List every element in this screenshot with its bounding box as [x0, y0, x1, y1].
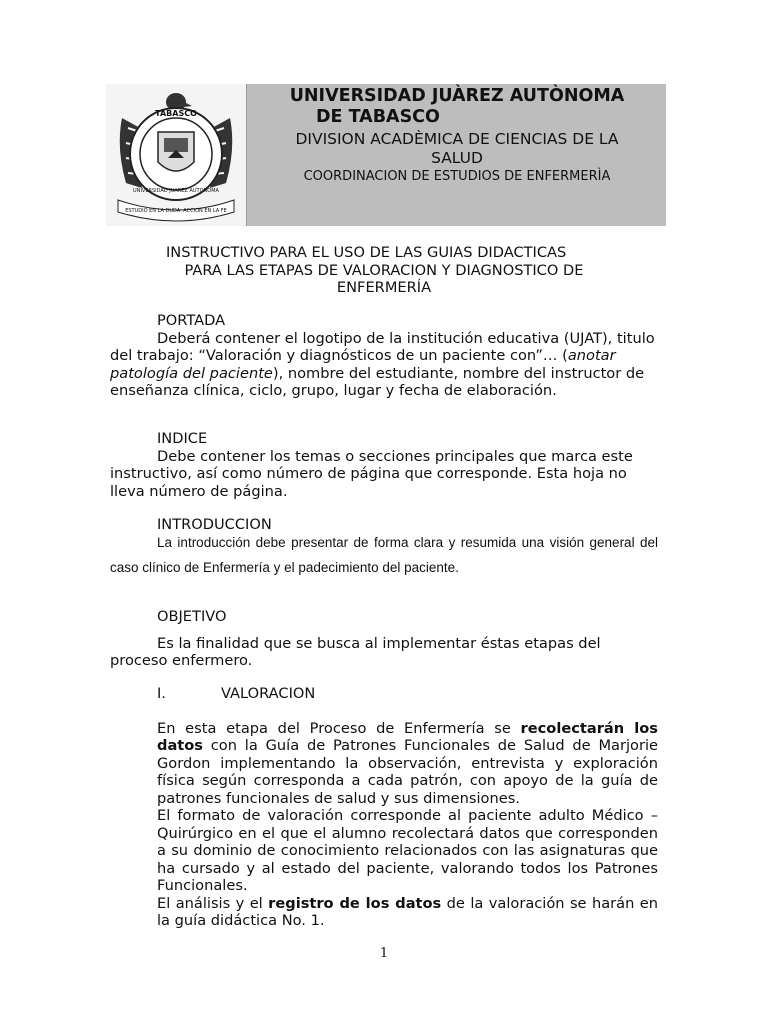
- university-name-line1: UNIVERSIDAD JUÀREZ AUTÒNOMA: [289, 86, 625, 106]
- document-header: [106, 84, 666, 226]
- valoracion-heading: VALORACION: [221, 685, 316, 702]
- title-line2: PARA LAS ETAPAS DE VALORACION Y DIAGNOSTICO DE: [184, 261, 584, 279]
- portada-italic-text: anotar patología del paciente: [110, 347, 616, 382]
- section-portada: [110, 312, 658, 400]
- introduccion-heading: INTRODUCCION: [157, 516, 272, 533]
- portada-heading: PORTADA: [157, 312, 226, 329]
- university-name-line2: DE TABASCO: [316, 107, 440, 127]
- indice-heading: INDICE: [157, 430, 208, 447]
- introduccion-text: La introducción debe presentar de forma clara y resumida una visión general del caso clínico de Enfermería y el padecimiento del paciente.: [110, 534, 658, 575]
- valoracion-number: I.: [157, 685, 166, 702]
- valoracion-paragraph-2: El formato de valoración corresponde al paciente adulto Médico – Quirúrgico en el que el alumno recolectará datos que corresponden a su dominio de conocimiento relacionados con las asignaturas que ha cursado y al estado del paciente, valorando todos los Patrones Funcionales.: [157, 807, 658, 894]
- section-objetivo: [110, 608, 658, 670]
- indice-text: Debe contener los temas o secciones principales que marca este instructivo, así como número de página que corresponde. Esta hoja no lleva número de página.: [110, 447, 633, 500]
- section-indice: [110, 430, 658, 500]
- valoracion-heading-row: [110, 685, 658, 703]
- title-line1: INSTRUCTIVO PARA EL USO DE LAS GUIAS DIDACTICAS: [166, 244, 567, 261]
- objetivo-text: Es la finalidad que se busca al implementar éstas etapas del proceso enfermero.: [110, 634, 601, 669]
- portada-text: Deberá contener el logotipo de la institución educativa (UJAT), titulo del trabajo: “Valoración y diagnósticos de un paciente con”… (anotar patología del paciente), nombre del estudiante, nombre del instructor de enseñanza clínica, ciclo, grupo, lugar y fecha de elaboración.: [110, 329, 655, 399]
- valoracion-bold-2: registro de los datos: [268, 894, 442, 912]
- division-name-line2: SALUD: [431, 148, 483, 167]
- logo-motto-text: ESTUDIO EN LA DUDA. ACCION EN LA FE: [125, 208, 227, 214]
- logo-tabasco-text: TABASCO: [155, 109, 197, 118]
- title-line3: ENFERMERÍA: [336, 279, 432, 296]
- section-valoracion: [110, 685, 658, 930]
- objetivo-heading: OBJETIVO: [157, 608, 227, 625]
- valoracion-paragraph-3: El análisis y el registro de los datos de la valoración se harán en la guía didáctica No. 1.: [157, 894, 658, 929]
- coordination-name: COORDINACION DE ESTUDIOS DE ENFERMERÌA: [303, 169, 611, 185]
- section-introduccion: [110, 516, 658, 580]
- division-name-line1: DIVISION ACADÈMICA DE CIENCIAS DE LA: [295, 130, 619, 148]
- valoracion-bold-1: recolectarán los datos: [157, 719, 658, 754]
- page-number: 1: [379, 946, 389, 961]
- header-titles: [248, 84, 666, 185]
- valoracion-paragraph-1: En esta etapa del Proceso de Enfermería se recolectarán los datos con la Guía de Patrones Funcionales de Salud de Marjorie Gordon implementando la observación, entrevista y exploración física según corresponda a cada patrón, con apoyo de la guía de patrones funcionales de salud y sus dimensiones.: [157, 719, 658, 807]
- logo-ring-text: UNIVERSIDAD JUAREZ AUTONOMA: [133, 188, 219, 194]
- document-title: [110, 244, 658, 297]
- university-logo: [106, 84, 247, 226]
